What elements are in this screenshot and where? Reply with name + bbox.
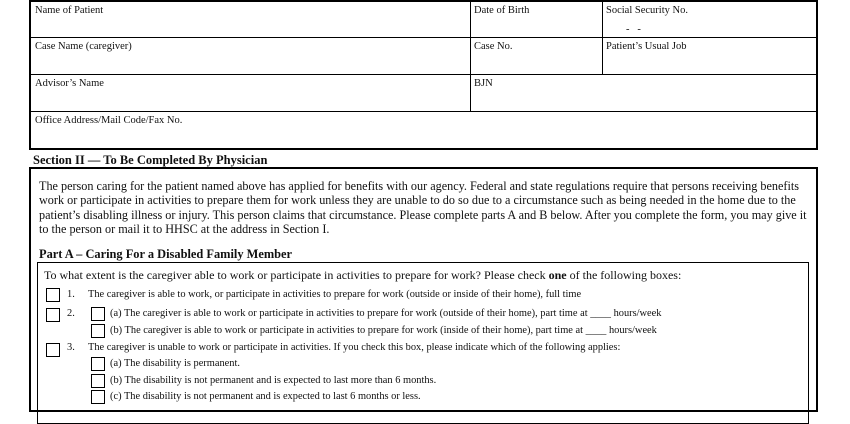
option-2-checkbox[interactable] [46, 308, 60, 322]
option-3c-checkbox[interactable] [91, 390, 105, 404]
option-2a-checkbox[interactable] [91, 307, 105, 321]
section-2-intro: The person caring for the patient named above has applied for benefits with our agency. Federal and state regulations require that persons receiving benefits work or participate in activities to prepare them for work unless they are unable to do so due to a circumstance such as being needed in the home due to the patient’s disabling illness or injury. This person claims that circumstance. Please complete parts A and B below. After you complete the form, you may give it to the person or mail it to HHSC at the address in Section I. [39, 179, 807, 237]
option-3-number: 3. [67, 342, 75, 353]
usual-job-label: Patient’s Usual Job [606, 41, 687, 52]
option-2a-text: (a) The caregiver is able to work or participate in activities to prepare for work (outside of their home), part time at ____ hours/week [110, 308, 662, 319]
office-address-label: Office Address/Mail Code/Fax No. [35, 115, 183, 126]
date-of-birth-label: Date of Birth [474, 5, 530, 16]
option-3-checkbox[interactable] [46, 343, 60, 357]
case-name-label: Case Name (caregiver) [35, 41, 132, 52]
col-divider [602, 2, 603, 74]
option-1-checkbox[interactable] [46, 288, 60, 302]
ssn-value[interactable]: - - [626, 24, 641, 35]
bjn-label: BJN [474, 78, 493, 89]
row-divider [31, 111, 816, 112]
option-3a-text: (a) The disability is permanent. [110, 358, 240, 369]
option-1-number: 1. [67, 289, 75, 300]
part-a-question: To what extent is the caregiver able to work or participate in activities to prepare for work? Please check one of the following boxes: [44, 268, 682, 282]
option-2b-text: (b) The caregiver is able to work or participate in activities to prepare for work (inside of their home), part time at ____ hours/week [110, 325, 657, 336]
option-3c-text: (c) The disability is not permanent and is expected to last 6 months or less. [110, 391, 421, 402]
col-divider [470, 2, 471, 111]
name-of-patient-label: Name of Patient [35, 5, 104, 16]
option-3b-text: (b) The disability is not permanent and is expected to last more than 6 months. [110, 375, 437, 386]
option-2b-checkbox[interactable] [91, 324, 105, 338]
ssn-label: Social Security No. [606, 5, 688, 16]
part-a-title: Part A – Caring For a Disabled Family Member [39, 247, 293, 261]
option-2-number: 2. [67, 308, 75, 319]
option-1-text: The caregiver is able to work, or participate in activities to prepare for work (outside or inside of their home), full time [88, 289, 582, 300]
section-2-box [29, 167, 818, 412]
option-3-text: The caregiver is unable to work or participate in activities. If you check this box, please indicate which of the following applies: [88, 342, 621, 353]
part-a-box [37, 262, 809, 424]
option-3a-checkbox[interactable] [91, 357, 105, 371]
advisor-name-label: Advisor’s Name [35, 78, 104, 89]
section-1-box [29, 0, 818, 150]
row-divider [31, 37, 816, 38]
option-3b-checkbox[interactable] [91, 374, 105, 388]
row-divider [31, 74, 816, 75]
case-no-label: Case No. [474, 41, 513, 52]
section-2-title: Section II — To Be Completed By Physician [33, 153, 268, 167]
